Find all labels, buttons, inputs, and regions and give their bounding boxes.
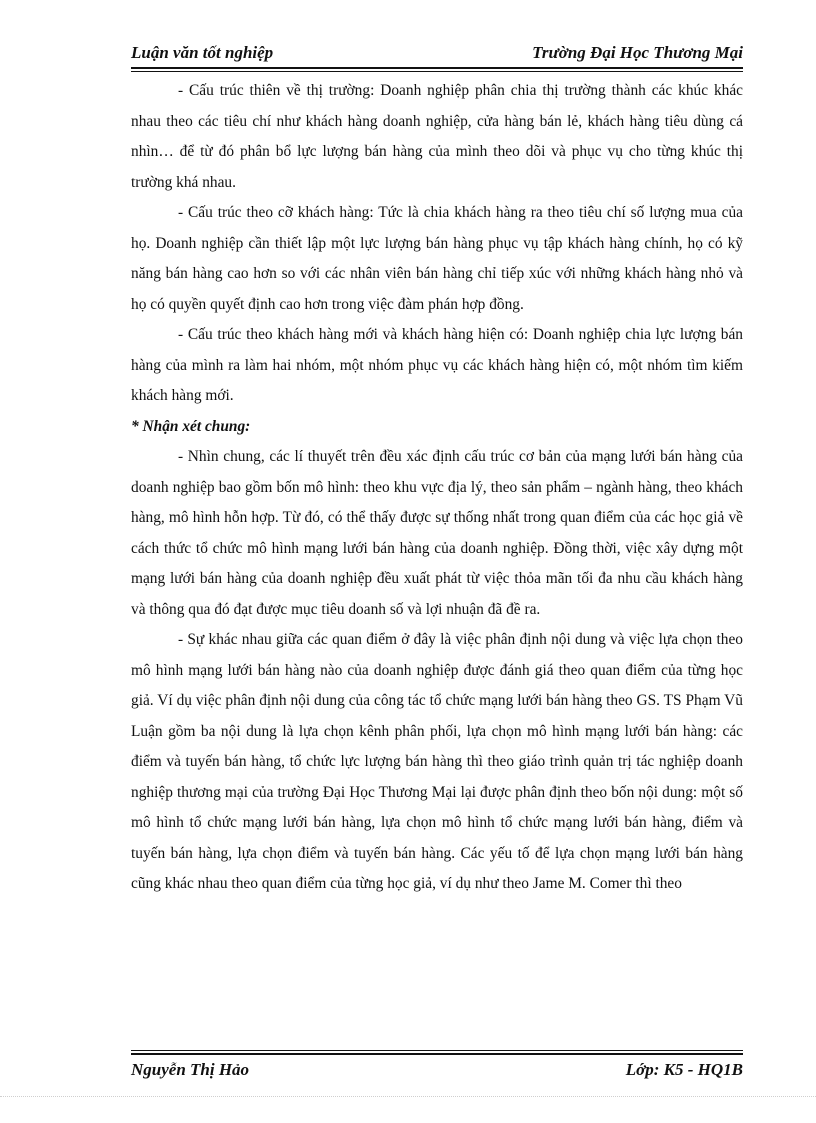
paragraph-new-existing-customer-structure: - Cấu trúc theo khách hàng mới và khách hàng hiện có: Doanh nghiệp chia lực lượng bán hàng của mình ra làm hai nhóm, một nhóm phục vụ các khách hàng hiện có, một nhóm tìm kiếm khách hàng mới.	[131, 326, 743, 404]
footer-class: Lớp: K5 - HQ1B	[625, 1060, 743, 1079]
footer-author: Nguyễn Thị Hảo	[131, 1060, 250, 1079]
paragraph-market-structure: - Cấu trúc thiên về thị trường: Doanh nghiệp phân chia thị trường thành các khúc khác nhau theo các tiêu chí như khách hàng doanh nghiệp, cửa hàng bán lẻ, khách hàng tiêu dùng cá nhìn… để từ đó phân bổ lực lượng bán hàng của mình theo dõi và phục vụ cho từng khúc thị trường khá nhau.	[131, 82, 743, 191]
header-document-type: Luận văn tốt nghiệp	[131, 43, 274, 62]
header-divider-thick	[131, 67, 743, 69]
paragraph-customer-size-structure: - Cấu trúc theo cỡ khách hàng: Tức là chia khách hàng ra theo tiêu chí số lượng mua của họ. Doanh nghiệp cần thiết lập một lực lượng bán hàng phục vụ tập khách hàng chính, họ có kỹ năng bán hàng cao hơn so với các nhân viên bán hàng chỉ tiếp xúc với những khách hàng nhỏ và họ có quyền quyết định cao hơn trong việc đàm phán hợp đồng.	[131, 204, 743, 313]
paragraph-differences: - Sự khác nhau giữa các quan điểm ở đây là việc phân định nội dung và việc lựa chọn theo mô hình mạng lưới bán hàng nào của doanh nghiệp được đánh giá theo quan điểm của từng học giả. Ví dụ việc phân định nội dung của công tác tổ chức mạng lưới bán hàng theo GS. TS Phạm Vũ Luận gồm ba nội dung là lựa chọn kênh phân phối, lựa chọn mô hình mạng lưới bán hàng: các điểm và tuyến bán hàng, tổ chức lực lượng bán hàng thì theo giáo trình quản trị tác nghiệp doanh nghiệp thương mại của trường Đại Học Thương Mại lại được phân định theo bốn nội dung: một số mô hình tổ chức mạng lưới bán hàng, lựa chọn mô hình tổ chức mạng lưới bán hàng, điểm và tuyến bán hàng, lựa chọn điểm và tuyến bán hàng. Các yếu tố để lựa chọn mạng lưới bán hàng cũng khác nhau theo quan điểm của từng học giả, ví dụ như theo Jame M. Comer thì theo	[131, 631, 743, 892]
page-footer	[131, 1050, 743, 1084]
header-university: Trường Đại Học Thương Mại	[532, 43, 743, 62]
footer-divider-thin	[131, 1050, 743, 1051]
header-divider-thin	[131, 71, 743, 72]
page-bottom-edge	[0, 1096, 816, 1097]
page-header	[131, 40, 743, 70]
footer-divider-thick	[131, 1053, 743, 1055]
page-body	[131, 76, 743, 900]
section-heading-general-remarks: * Nhận xét chung:	[131, 417, 251, 435]
paragraph-general-remarks: - Nhìn chung, các lí thuyết trên đều xác định cấu trúc cơ bản của mạng lưới bán hàng của doanh nghiệp bao gồm bốn mô hình: theo khu vực địa lý, theo sản phẩm – ngành hàng, theo khách hàng, mô hình hỗn hợp. Từ đó, có thể thấy được sự thống nhất trong quan điểm của các học giả về cách thức tổ chức mô hình mạng lưới bán hàng của doanh nghiệp. Đồng thời, việc xây dựng một mạng lưới bán hàng của doanh nghiệp đều xuất phát từ việc thỏa mãn tối đa nhu cầu khách hàng và thông qua đó đạt được mục tiêu doanh số và lợi nhuận đã đề ra.	[131, 448, 743, 618]
